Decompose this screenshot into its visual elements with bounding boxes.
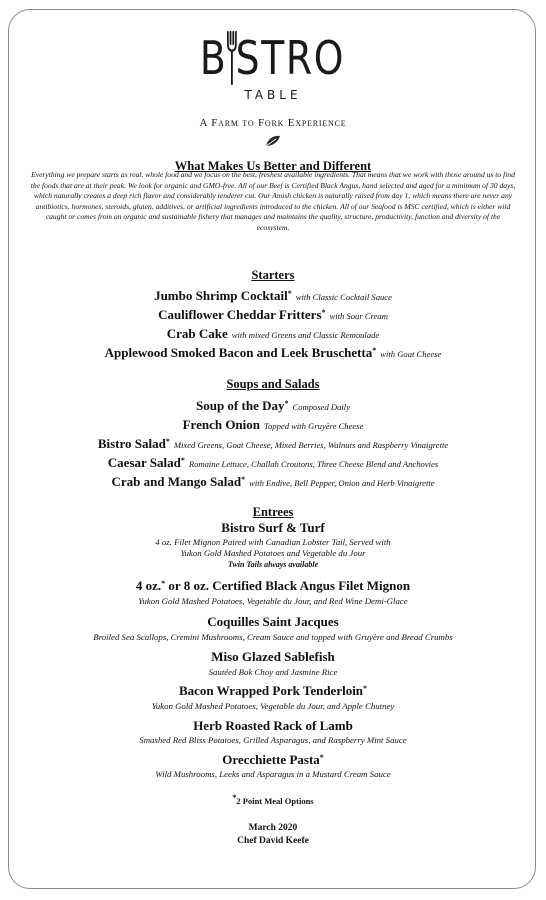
list-item: French Onion Topped with Gruyère Cheese: [182, 417, 364, 432]
entree-desc: Yukon Gold Mashed Potatoes, Vegetable du Jour, and Apple Chutney: [151, 701, 395, 711]
list-item: Crab Cake with mixed Greens and Classic Remoulade: [166, 326, 380, 341]
logo-subtitle: TABLE: [244, 88, 302, 102]
entree-desc: 4 oz. Filet Mignon Paired with Canadian Lobster Tail, Served with: [155, 537, 391, 547]
soups-title-wrap: [0, 375, 546, 393]
entree-name: Miso Glazed Sablefish: [211, 649, 335, 664]
list-item: Bistro Salad* Mixed Greens, Goat Cheese, Mixed Berries, Walnuts and Raspberry Vinaigrette: [97, 436, 449, 451]
list-item: Soup of the Day* Composed Daily: [195, 398, 351, 413]
intro-text: Everything we prepare starts as real, whole food and we focus on the best, freshest available ingredients. That means that we work with those around us to find the foods that are at their peak. We look for organic and GMO-free. All of our Beef is Certified Black Angus, hand selected and aged for a minimum of 30 days, which naturally creates a deep rich flavor and considerably tenderer cut. Our Amish chicken is naturally raised from day 1, which means there are never any antibiotics, hormones, steroids, gluten, additives, or artificial ingredients introduced to the chicken. All of our Seafood is MSC certified, which is either wild caught or comes from an organic and sustainable fishery that manages and maintains the quality, structure, productivity, function and diversity of the ecosystem.: [30, 170, 516, 232]
intro-title: What Makes Us Better and Different: [174, 159, 372, 173]
entree-desc: Yukon Gold Mashed Potatoes and Vegetable du Jour: [180, 548, 366, 558]
chef-name: Chef David Keefe: [237, 836, 309, 846]
starters-title: Starters: [251, 268, 295, 282]
list-item: Cauliflower Cheddar Fritters* with Sour Cream: [158, 307, 388, 322]
entree-note: Twin Tails always available: [227, 560, 319, 569]
entree-desc: Sautéed Bok Choy and Jasmine Rice: [208, 667, 338, 677]
entree-desc: Yukon Gold Mashed Potatoes, Vegetable du Jour, and Red Wine Demi-Glace: [138, 596, 408, 606]
list-item: Caesar Salad* Romaine Lettuce, Challah Croutons, Three Cheese Blend and Anchovies: [107, 455, 439, 470]
starters-title-wrap: [0, 266, 546, 284]
entree-name: Herb Roasted Rack of Lamb: [193, 718, 353, 733]
entree-name: Coquilles Saint Jacques: [207, 614, 339, 629]
entrees-title: Entrees: [252, 505, 294, 519]
entree-name: Bistro Surf & Turf: [221, 520, 325, 535]
list-item: Jumbo Shrimp Cocktail* with Classic Cocktail Sauce: [154, 288, 392, 303]
entree-desc: Broiled Sea Scallops, Cremini Mushrooms, Cream Sauce and topped with Gruyère and Bread Crumbs: [93, 632, 453, 642]
entree-desc: Smashed Red Bliss Potatoes, Grilled Asparagus, and Raspberry Mint Sauce: [139, 735, 407, 745]
entree-name: Bacon Wrapped Pork Tenderloin*: [178, 683, 368, 698]
entree-name: 4 oz.* or 8 oz. Certified Black Angus Filet Mignon: [135, 578, 411, 593]
entree-name: Orecchiette Pasta*: [222, 752, 324, 767]
entree-desc: Wild Mushrooms, Leeks and Asparagus in a Mustard Cream Sauce: [155, 769, 391, 779]
menu-date: March 2020: [248, 823, 298, 833]
leaf-icon: [264, 134, 282, 148]
logo-wordmark: B STRO: [200, 28, 345, 86]
logo: [0, 28, 546, 102]
entrees-title-wrap: [0, 503, 546, 521]
soups-title: Soups and Salads: [226, 377, 320, 391]
footnote: *2 Point Meal Options: [232, 793, 314, 806]
list-item: Applewood Smoked Bacon and Leek Bruschetta* with Goat Cheese: [104, 345, 442, 360]
tagline: A Farm to Fork Experience: [199, 117, 347, 129]
list-item: Crab and Mango Salad* with Endive, Bell Pepper, Onion and Herb Vinaigrette: [111, 474, 435, 489]
